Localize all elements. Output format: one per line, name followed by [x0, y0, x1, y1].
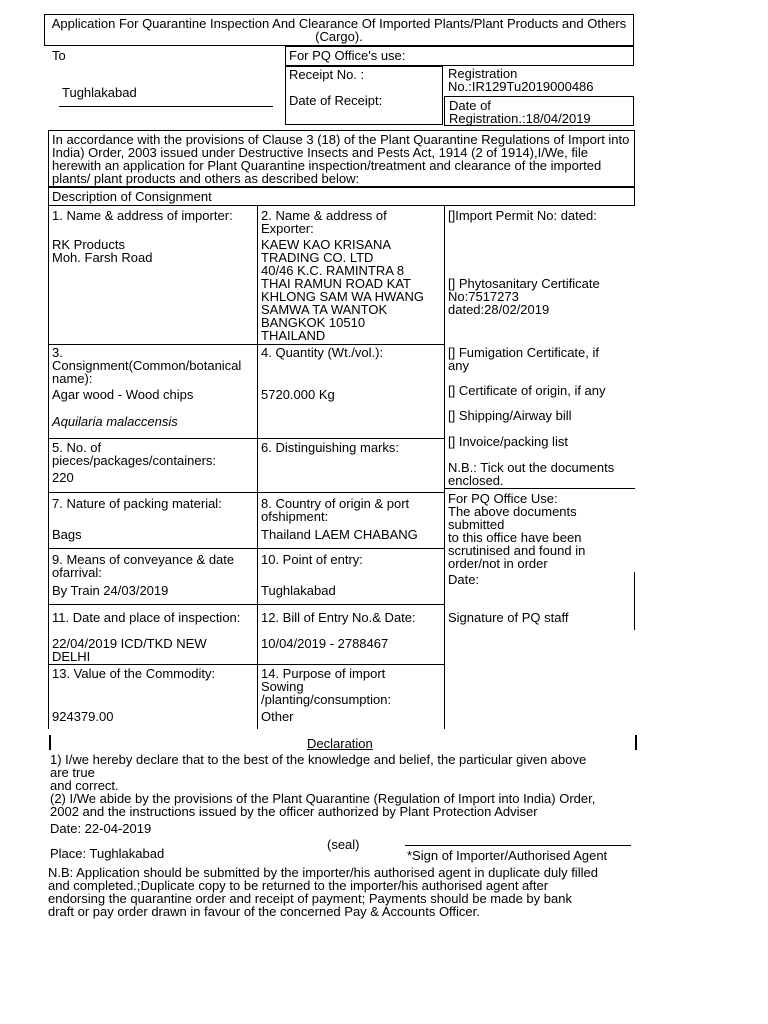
description-header: Description of Consignment: [52, 189, 212, 204]
field-8-label: 8. Country of origin & port ofshipment:: [261, 496, 410, 524]
doc-phytosanitary: [] Phytosanitary Certificate No:7517273 dated:28/02/2019: [448, 276, 600, 317]
field-9-value: By Train 24/03/2019: [52, 583, 169, 598]
field-4-value: 5720.000 Kg: [261, 387, 335, 402]
field-13-label: 13. Value of the Commodity:: [52, 666, 216, 681]
to-office: Tughlakabad: [62, 85, 137, 100]
registration-no: Registration No.:IR129Tu2019000486: [448, 66, 594, 94]
field-12-label: 12. Bill of Entry No.& Date:: [261, 610, 416, 625]
field-8-value: Thailand LAEM CHABANG: [261, 527, 418, 542]
row-line-5: [48, 604, 444, 605]
grid-mid: [257, 206, 258, 729]
field-2-label: 2. Name & address of Exporter:: [261, 208, 387, 236]
field-7-label: 7. Nature of packing material:: [52, 496, 222, 511]
field-14-label: 14. Purpose of import Sowing /planting/consumption:: [261, 666, 392, 707]
pq-date-label: Date:: [448, 572, 480, 587]
seal-label: (seal): [327, 837, 360, 852]
row-line-3: [48, 492, 444, 493]
field-14-value: Other: [261, 709, 294, 724]
declaration-heading: Declaration: [307, 736, 373, 751]
declaration-line-1: 1) I/we hereby declare that to the best of the knowledge and belief, the particular given above are true and correct.: [50, 752, 587, 793]
field-1-value: RK Products Moh. Farsh Road: [52, 237, 153, 265]
field-2-value: KAEW KAO KRISANA TRADING CO. LTD 40/46 K.C. RAMINTRA 8 THAI RAMUN ROAD KAT KHLONG SAM WA HWANG SAMWA TA WANTOK BANGKOK 10510 THAILAND: [261, 237, 424, 343]
field-10-value: Tughlakabad: [261, 583, 336, 598]
field-3-botanical-name: Aquilaria malaccensis: [52, 414, 178, 429]
field-7-value: Bags: [52, 527, 82, 542]
field-13-value: 924379.00: [52, 709, 114, 724]
grid-left: [48, 206, 49, 729]
row-line-2: [48, 438, 444, 439]
declaration-place: Place: Tughlakabad: [50, 846, 165, 861]
declaration-date: Date: 22-04-2019: [50, 821, 152, 836]
declaration-line-2: (2) I/We abide by the provisions of the Plant Quarantine (Regulation of Import into India) Order, 2002 and the instructions issued by the officer authorized by Plant Protection Adviser: [50, 791, 596, 819]
nb-footer: N.B: Application should be submitted by the importer/his authorised agent in duplicate duly filled and completed.;Duplicate copy to be returned to the importer/his authorised agent after endorsing the quarantine order and receipt of payment; Payments should be made by bank draft or pay order drawn in favour of the concerned Pay & Accounts Officer.: [48, 865, 598, 919]
form-title: Application For Quarantine Inspection And Clearance Of Imported Plants/Plant Products and Others (Cargo).: [51, 16, 627, 44]
grid-right: [444, 206, 445, 729]
intro-paragraph: In accordance with the provisions of Clause 3 (18) of the Plant Quarantine Regulations of Import into India) Order, 2003 issued under Destructive Insects and Pests Act, 1914 (2 of 1914),I/We, file herewith an application for Plant Quarantine inspection/treatment and clearance of the imported plants/ plant products and others as described below:: [52, 132, 630, 186]
receipt-no-label: Receipt No. :: [289, 67, 365, 82]
pq-use-right-line: [634, 572, 635, 630]
field-11-value: 22/04/2019 ICD/TKD NEW DELHI: [52, 636, 207, 664]
field-3-common-name: Agar wood - Wood chips: [52, 387, 194, 402]
field-12-value: 10/04/2019 - 2788467: [261, 636, 389, 651]
field-1-label: 1. Name & address of importer:: [52, 208, 233, 223]
doc-import-permit: []Import Permit No: dated:: [448, 208, 597, 223]
row-line-1: [48, 344, 444, 345]
field-3-label: 3. Consignment(Common/botanical name):: [52, 345, 242, 386]
doc-invoice: [] Invoice/packing list: [448, 434, 568, 449]
field-6-label: 6. Distinguishing marks:: [261, 440, 399, 455]
declaration-left-mark: [49, 735, 51, 750]
date-of-receipt-label: Date of Receipt:: [289, 93, 383, 108]
pq-office-header: For PQ Office's use:: [289, 48, 406, 63]
pq-signature-label: Signature of PQ staff: [448, 610, 569, 625]
row-line-6: [48, 664, 444, 665]
to-underline: [59, 106, 273, 107]
doc-origin: [] Certificate of origin, if any: [448, 383, 606, 398]
registration-date: Date of Registration.:18/04/2019: [449, 98, 591, 126]
doc-fumigation: [] Fumigation Certificate, if any: [448, 345, 599, 373]
field-5-label: 5. No. of pieces/packages/containers:: [52, 440, 217, 468]
field-9-label: 9. Means of conveyance & date ofarrival:: [52, 552, 235, 580]
signature-label: *Sign of Importer/Authorised Agent: [407, 848, 608, 863]
to-label: To: [52, 48, 66, 63]
doc-shipping: [] Shipping/Airway bill: [448, 408, 572, 423]
field-4-label: 4. Quantity (Wt./vol.):: [261, 345, 384, 360]
doc-nb: N.B.: Tick out the documents enclosed.: [448, 460, 615, 488]
declaration-right-mark: [635, 735, 637, 750]
pq-office-use-note: For PQ Office Use: The above documents submitted to this office have been scrutinised and found in order/not in order: [448, 491, 586, 571]
pq-use-line: [444, 488, 635, 489]
field-11-label: 11. Date and place of inspection:: [52, 610, 241, 625]
field-5-value: 220: [52, 470, 74, 485]
field-10-label: 10. Point of entry:: [261, 552, 363, 567]
signature-line: [405, 845, 631, 846]
row-line-4: [48, 548, 444, 549]
